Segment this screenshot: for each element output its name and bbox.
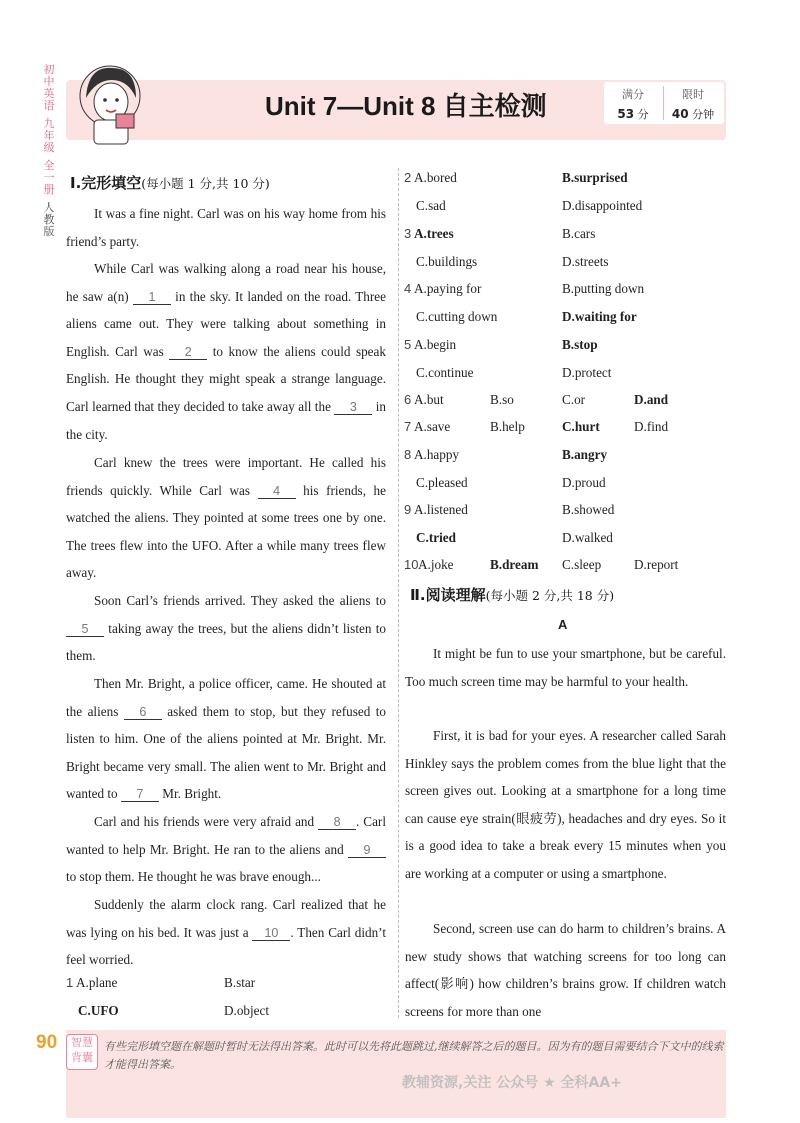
option-8-b[interactable]: B.angry xyxy=(562,447,608,462)
option-1-b[interactable]: B.star xyxy=(224,975,256,990)
section-cloze-title: Ⅰ.完形填空(每小题 1 分,共 10 分) xyxy=(70,174,270,192)
option-row-9 xyxy=(404,502,734,545)
option-2-c[interactable]: C.sad xyxy=(416,198,446,213)
option-row-5 xyxy=(404,337,734,380)
blank-1: 1 xyxy=(133,290,171,305)
option-10-d[interactable]: D.report xyxy=(634,557,679,572)
option-8-a[interactable]: A.happy xyxy=(414,447,460,462)
option-5-c[interactable]: C.continue xyxy=(416,365,474,380)
wisdom-badge xyxy=(66,1034,98,1070)
passage-text: Soon Carl’s friends arrived. They asked the aliens to xyxy=(94,593,386,608)
passage-text: to know the aliens could speak English. He thought they might speak a strange language. Carl learned that they decided to take away all the xyxy=(66,343,386,414)
footer-tip-text: 有些完形填空题在解题时暂时无法得出答案。此时可以先将此题跳过,继续解答之后的题目。因为有的题目需要结合下文中的线索才能得出答案。 xyxy=(104,1040,724,1071)
column-divider xyxy=(398,168,399,1018)
passage-text: . Carl wanted to help Mr. Bright. He ran to the aliens and xyxy=(66,814,386,857)
option-row-7 xyxy=(404,419,734,439)
option-1-c[interactable]: C.UFO xyxy=(78,1003,119,1018)
option-number: 2 xyxy=(404,170,412,185)
option-4-c[interactable]: C.cutting down xyxy=(416,309,498,324)
passage-text: Mr. Bright. xyxy=(158,786,222,802)
option-8-d[interactable]: D.proud xyxy=(562,475,606,490)
option-number: 5 xyxy=(404,337,412,352)
option-3-a[interactable]: A.trees xyxy=(414,226,454,241)
option-9-c[interactable]: C.tried xyxy=(416,530,456,545)
option-row-6 xyxy=(404,392,734,412)
reading-text: Second, screen use can do harm to children’s brains. A new study shows that watching screens for too long can affect(影响) how children’s brains grow. If children watch screens for more than one xyxy=(405,921,726,1019)
passage-text: Suddenly the alarm clock rang. Carl realized that he was lying on his bed. It was just a xyxy=(66,897,386,940)
blank-10: 10 xyxy=(252,926,290,941)
option-7-b[interactable]: B.help xyxy=(490,419,525,434)
option-6-a[interactable]: A.but xyxy=(414,392,444,407)
sidebar-book-info xyxy=(40,64,58,244)
blank-7: 7 xyxy=(121,787,159,802)
option-number: 3 xyxy=(404,226,412,241)
sidebar-grade: 九年级 xyxy=(43,117,55,154)
option-number: 10 xyxy=(404,557,419,572)
blank-8: 8 xyxy=(318,815,356,830)
cloze-paragraph xyxy=(66,891,386,974)
time-label: 限时 xyxy=(682,88,704,101)
option-number: 7 xyxy=(404,419,412,434)
option-row-4 xyxy=(404,281,734,324)
option-10-b[interactable]: B.dream xyxy=(490,557,539,572)
watermark-text: 教辅资源,关注 公众号 ★ 全科AA+ xyxy=(402,1075,622,1091)
cloze-paragraph xyxy=(66,808,386,891)
option-4-b[interactable]: B.putting down xyxy=(562,281,645,296)
option-number: 9 xyxy=(404,502,412,517)
option-9-b[interactable]: B.showed xyxy=(562,502,615,517)
blank-5: 5 xyxy=(66,622,104,637)
blank-2: 2 xyxy=(169,345,207,360)
badge-top-text: 智慧 xyxy=(71,1036,93,1049)
option-5-b[interactable]: B.stop xyxy=(562,337,598,352)
option-9-d[interactable]: D.walked xyxy=(562,530,613,545)
option-4-a[interactable]: A.paying for xyxy=(414,281,482,296)
option-1-a[interactable]: A.plane xyxy=(76,975,118,990)
cloze-paragraph xyxy=(66,200,386,255)
option-7-a[interactable]: A.save xyxy=(414,419,451,434)
score-time-box xyxy=(604,82,724,124)
option-7-c[interactable]: C.hurt xyxy=(562,419,600,434)
reading-paragraph xyxy=(405,722,726,888)
cloze-paragraph xyxy=(66,587,386,670)
option-1-d[interactable]: D.object xyxy=(224,1003,270,1018)
option-number: 1 xyxy=(66,975,74,990)
option-3-c[interactable]: C.buildings xyxy=(416,254,478,269)
option-row-1 xyxy=(66,975,396,1018)
time-value: 40 分钟 xyxy=(671,107,715,121)
option-2-d[interactable]: D.disappointed xyxy=(562,198,643,213)
reading-paragraph xyxy=(405,640,726,695)
blank-3: 3 xyxy=(334,400,372,415)
option-row-8 xyxy=(404,447,734,490)
passage-text: taking away the trees, but the aliens didn’t listen to them. xyxy=(66,620,386,664)
passage-text: his friends, he watched the aliens. They pointed at some trees one by one. The trees flew into the UFO. After a while many trees flew away. xyxy=(66,482,386,581)
option-2-a[interactable]: A.bored xyxy=(414,170,457,185)
cloze-paragraph xyxy=(66,449,386,587)
page-title: Unit 7—Unit 8 自主检测 xyxy=(265,91,547,121)
badge-bottom-text: 背囊 xyxy=(71,1051,93,1064)
reading-paragraph xyxy=(405,915,726,1025)
passage-text: asked them to stop, but they refused to listen to him. One of the aliens pointed at Mr. Bright. Mr. Bright became very small. The alien went to Mr. Bright and wanted to xyxy=(66,703,387,802)
option-row-3 xyxy=(404,226,734,269)
cloze-paragraph xyxy=(66,670,386,808)
blank-4: 4 xyxy=(258,484,296,499)
option-row-2 xyxy=(404,170,734,213)
cloze-paragraph xyxy=(66,255,386,448)
sidebar-edition: 人教版 xyxy=(43,201,55,238)
option-3-b[interactable]: B.cars xyxy=(562,226,596,241)
passage-text: . Then Carl didn’t feel worried. xyxy=(66,924,386,968)
option-4-d[interactable]: D.waiting for xyxy=(562,309,637,324)
passage-text: It was a fine night. Carl was on his way home from his friend’s party. xyxy=(66,206,386,249)
option-6-c[interactable]: C.or xyxy=(562,392,586,407)
option-10-a[interactable]: A.joke xyxy=(418,557,454,572)
option-number: 8 xyxy=(404,447,412,462)
passage-text: in the sky. It landed on the road. Three aliens came out. They were talking about something in English. Carl was xyxy=(66,288,386,359)
reading-text: First, it is bad for your eyes. A researcher called Sarah Hinkley says the problem comes from the blue light that the screen gives out. Looking at a smartphone for a long time can cause eye strain(眼疲劳), headaches and dry eyes. So it is a good idea to take a break every 15 minutes when you are working at a computer or using a smartphone. xyxy=(405,728,726,881)
option-8-c[interactable]: C.pleased xyxy=(416,475,468,490)
page-number: 90 xyxy=(36,1032,58,1053)
option-number: 4 xyxy=(404,281,412,296)
section-reading-title: Ⅱ.阅读理解(每小题 2 分,共 18 分) xyxy=(410,586,615,604)
sidebar-subject: 初中英语 xyxy=(43,63,55,112)
blank-6: 6 xyxy=(124,705,162,720)
option-7-d[interactable]: D.find xyxy=(634,419,669,434)
mascot-illustration xyxy=(70,58,154,148)
option-2-b[interactable]: B.surprised xyxy=(562,170,628,185)
passage-text: Then Mr. Bright, a police officer, came. He shouted at the aliens xyxy=(66,676,386,719)
option-3-d[interactable]: D.streets xyxy=(562,254,609,269)
option-number: 6 xyxy=(404,392,412,407)
option-6-b[interactable]: B.so xyxy=(490,392,514,407)
passage-text: to stop them. He thought he was brave enough... xyxy=(66,869,321,885)
score-label: 满分 xyxy=(622,88,644,101)
option-5-a[interactable]: A.begin xyxy=(414,337,457,352)
passage-text: While Carl was walking along a road near his house, he saw a(n) xyxy=(66,261,386,304)
option-9-a[interactable]: A.listened xyxy=(414,502,468,517)
option-6-d[interactable]: D.and xyxy=(634,392,669,407)
passage-text: Carl knew the trees were important. He called his friends quickly. While Carl was xyxy=(66,455,386,498)
option-10-c[interactable]: C.sleep xyxy=(562,557,602,572)
score-value: 53 分 xyxy=(617,107,649,121)
sidebar-volume: 全一册 xyxy=(43,159,55,196)
option-5-d[interactable]: D.protect xyxy=(562,365,612,380)
blank-9: 9 xyxy=(348,843,386,858)
reading-text: It might be fun to use your smartphone, but be careful. Too much screen time may be harmful to your health. xyxy=(405,646,726,689)
passage-text: in the city. xyxy=(66,398,386,442)
passage-text: Carl and his friends were very afraid and xyxy=(94,814,319,829)
option-row-10 xyxy=(404,557,734,577)
passage-label-a: A xyxy=(558,617,568,632)
